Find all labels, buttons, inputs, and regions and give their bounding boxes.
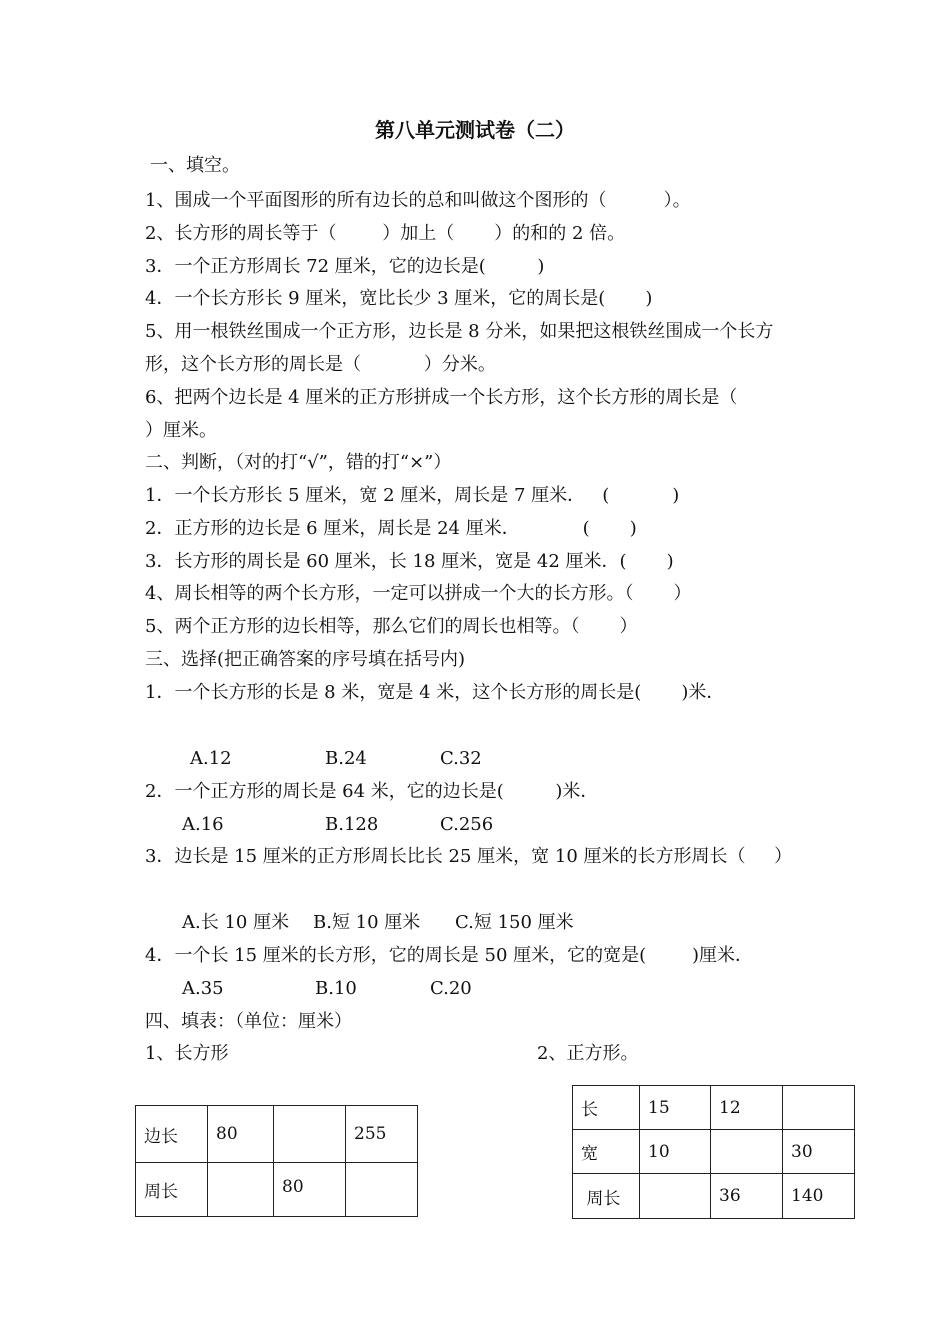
table-cell: 140 — [783, 1174, 855, 1219]
fill-question: 2、长方形的周长等于（ ）加上（ ）的和的 2 倍。 — [145, 223, 626, 244]
square-table-label: 2、正方形。 — [537, 1043, 639, 1064]
choice-option: B.短 10 厘米 — [313, 912, 421, 933]
section-heading-table: 四、填表：（单位：厘米） — [145, 1011, 352, 1032]
judge-question: 5、两个正方形的边长相等，那么它们的周长也相等。（ ） — [145, 616, 638, 637]
choice-option: C.短 150 厘米 — [455, 912, 574, 933]
section-heading-fill: 一、填空。 — [150, 155, 240, 176]
judge-question: 3．长方形的周长是 60 厘米，长 18 厘米，宽是 42 厘米．( ) — [145, 551, 674, 572]
fill-question: 1、围成一个平面图形的所有边长的总和叫做这个图形的（ ）。 — [145, 190, 691, 211]
table-row — [573, 1174, 855, 1219]
choice-option: A.16 — [182, 814, 224, 835]
choice-option: C.256 — [440, 814, 494, 835]
table-cell — [640, 1174, 711, 1219]
judge-question: 4、周长相等的两个长方形，一定可以拼成一个大的长方形。（ ） — [145, 583, 692, 604]
table-cell: 36 — [711, 1174, 783, 1219]
choice-question: 1．一个长方形的长是 8 米，宽是 4 米，这个长方形的周长是( )米． — [145, 682, 725, 703]
table-cell: 80 — [208, 1106, 274, 1163]
fill-question: 5、用一根铁丝围成一个正方形，边长是 8 分米，如果把这根铁丝围成一个长方 — [145, 321, 774, 342]
table-cell: 10 — [640, 1130, 711, 1174]
table-cell — [274, 1106, 346, 1163]
choice-option: A.长 10 厘米 — [182, 912, 290, 933]
section-heading-choose: 三、选择(把正确答案的序号填在括号内) — [145, 649, 466, 670]
table-row — [573, 1086, 855, 1130]
rectangle-table-label: 1、长方形 — [145, 1043, 229, 1064]
table-row — [136, 1106, 418, 1163]
fill-question-continued: 形，这个长方形的周长是（ ）分米。 — [145, 354, 496, 375]
table-cell: 30 — [783, 1130, 855, 1174]
table-row — [136, 1163, 418, 1217]
choice-question: 4．一个长 15 厘米的长方形，它的周长是 50 厘米，它的宽是( )厘米． — [145, 945, 753, 966]
table-cell — [783, 1086, 855, 1130]
choice-option: B.128 — [325, 814, 379, 835]
judge-question: 2．正方形的边长是 6 厘米，周长是 24 厘米． ( ) — [145, 518, 637, 539]
table-cell: 80 — [274, 1163, 346, 1217]
fill-question: 6、把两个边长是 4 厘米的正方形拼成一个长方形，这个长方形的周长是（ — [145, 387, 738, 408]
section-heading-judge: 二、判断，（对的打“√”，错的打“×”） — [145, 452, 452, 473]
table-cell — [346, 1163, 418, 1217]
table-cell — [711, 1130, 783, 1174]
rectangle-table — [135, 1105, 418, 1217]
table-cell: 周长 — [136, 1163, 208, 1217]
table-cell — [208, 1163, 274, 1217]
choice-option: B.24 — [325, 748, 367, 769]
table-cell: 12 — [711, 1086, 783, 1130]
choice-option: B.10 — [315, 978, 357, 999]
choice-question: 3．边长是 15 厘米的正方形周长比长 25 厘米，宽 10 厘米的长方形周长（ ） — [145, 846, 793, 867]
choice-option: A.35 — [182, 978, 224, 999]
page-title: 第八单元测试卷（二） — [375, 118, 575, 142]
fill-question-continued: ）厘米。 — [145, 420, 217, 441]
table-cell: 宽 — [573, 1130, 640, 1174]
choice-question: 2．一个正方形的周长是 64 米，它的边长是( )米． — [145, 781, 599, 802]
table-row — [573, 1130, 855, 1174]
table-cell: 长 — [573, 1086, 640, 1130]
fill-question: 3．一个正方形周长 72 厘米，它的边长是( ) — [145, 256, 545, 277]
fill-question: 4．一个长方形长 9 厘米，宽比长少 3 厘米，它的周长是( ) — [145, 288, 653, 309]
table-cell: 边长 — [136, 1106, 208, 1163]
choice-option: C.20 — [430, 978, 472, 999]
table-cell: 255 — [346, 1106, 418, 1163]
choice-option: A.12 — [190, 748, 232, 769]
choice-option: C.32 — [440, 748, 482, 769]
table-cell: 15 — [640, 1086, 711, 1130]
judge-question: 1．一个长方形长 5 厘米，宽 2 厘米，周长是 7 厘米． ( ) — [145, 485, 680, 506]
table-cell: 周长 — [573, 1174, 640, 1219]
square-table — [572, 1085, 855, 1219]
